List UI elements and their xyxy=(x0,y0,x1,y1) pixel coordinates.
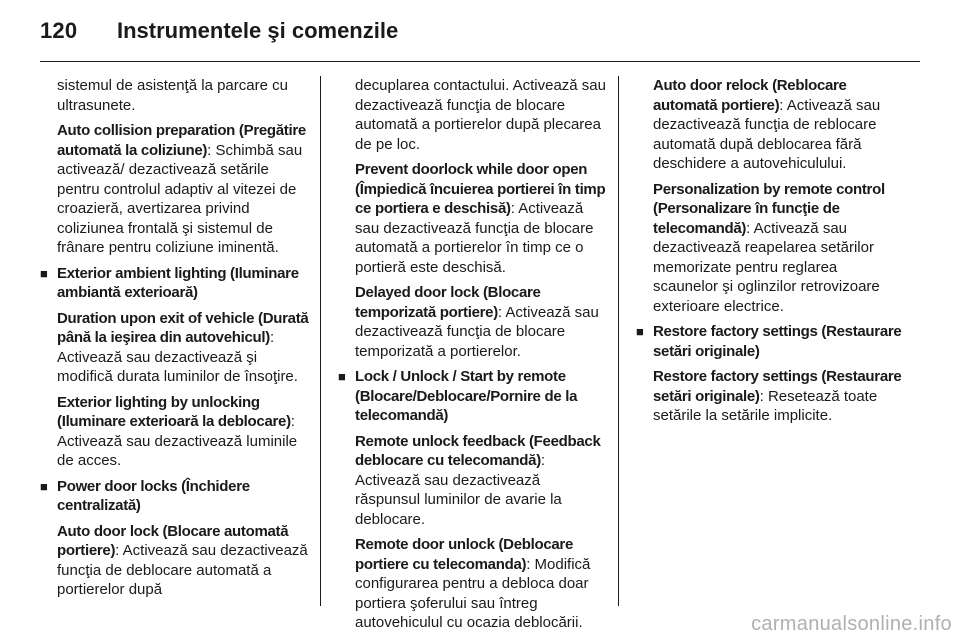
bullet-square-icon: ■ xyxy=(338,369,346,384)
setting-term: Restore factory settings (Restaurare setări originale) xyxy=(653,368,902,405)
setting-description: : Activează sau dezactivează şi modifică durata luminilor de însoţire. xyxy=(57,329,298,385)
paragraph: sistemul de asistenţă la parcare cu ultrasunete. xyxy=(57,77,288,114)
column-divider-1 xyxy=(320,76,321,606)
setting-term: Personalization by remote control (Personalizare în funcţie de telecomandă) xyxy=(653,180,885,237)
bullet-square-icon: ■ xyxy=(636,324,644,339)
setting-entry xyxy=(338,432,608,530)
setting-entry xyxy=(40,393,310,471)
setting-entry xyxy=(636,76,906,174)
setting-entry xyxy=(338,160,608,277)
menu-section xyxy=(40,264,310,303)
setting-entry xyxy=(40,309,310,387)
setting-description: : Activează sau dezactivează funcţia de blocare temporizată a portierelor. xyxy=(355,303,599,360)
setting-term: Prevent doorlock while door open (Împiedică încuierea portierei în timp ce portiera e deschisă) xyxy=(355,161,606,217)
page-title: Instrumentele şi comenzile xyxy=(117,18,399,43)
bullet-square-icon: ■ xyxy=(40,478,48,494)
setting-description: : Resetează toate setările la setările implicite. xyxy=(653,387,878,424)
setting-entry xyxy=(338,535,608,633)
setting-description: : Activează sau dezactivează funcţia de deblocare automată a portierelor după xyxy=(57,542,308,598)
setting-term: Auto door relock (Reblocare automată portiere) xyxy=(653,77,847,114)
setting-term: Remote door unlock (Deblocare portiere cu telecomanda) xyxy=(355,536,574,573)
setting-description: : Activează sau dezactivează reapelarea setărilor memorizate pentru reglarea scaunelor şi oglinzilor retrovizoare exterioare electrice. xyxy=(653,219,880,315)
section-title: Power door locks (Închidere centralizată) xyxy=(57,477,250,514)
setting-description: : Modifică configurarea pentru a debloca doar portiera şoferului sau întreg autovehiculul cu ocazia deblocării. xyxy=(355,555,591,631)
setting-term: Delayed door lock (Blocare temporizată portiere) xyxy=(355,284,541,321)
column-1 xyxy=(40,76,310,606)
menu-section xyxy=(40,477,310,516)
setting-description: : Activează sau dezactivează luminile de acces. xyxy=(57,413,298,469)
page-header xyxy=(0,0,960,62)
setting-description: : Activează sau dezactivează răspunsul luminilor de avarie la deblocare. xyxy=(355,452,562,528)
setting-term: Remote unlock feedback (Feedback deblocare cu telecomandă) xyxy=(355,432,601,469)
paragraph: decuplarea contactului. Activează sau dezactivează funcţia de blocare automată a portierelor după plecarea de pe loc. xyxy=(355,77,606,153)
column-2 xyxy=(338,76,608,639)
column-divider-2 xyxy=(618,76,619,606)
setting-term: Auto door lock (Blocare automată portiere) xyxy=(57,522,289,559)
section-title: Exterior ambient lighting (Iluminare ambiantă exterioară) xyxy=(57,264,299,301)
setting-description: : Activează sau dezactivează funcţia de reblocare automată după deblocarea fără deschidere a autovehiculului. xyxy=(653,96,881,172)
setting-description: : Schimbă sau activează/ dezactivează setările pentru controlul adaptiv al vitezei de croazieră, avertizarea privind coliziunea frontală şi sistemul de frânare pentru coliziune iminentă. xyxy=(57,141,303,256)
section-title: Lock / Unlock / Start by remote (Blocare/Deblocare/Pornire de la telecomandă) xyxy=(355,368,578,424)
setting-term: Auto collision preparation (Pregătire automată la coliziune) xyxy=(57,122,306,159)
setting-entry xyxy=(636,180,906,317)
setting-term: Exterior lighting by unlocking (Iluminare exterioară la deblocare) xyxy=(57,393,291,430)
setting-entry xyxy=(636,367,906,426)
setting-entry xyxy=(338,283,608,361)
setting-entry xyxy=(40,522,310,600)
menu-section xyxy=(338,367,608,426)
menu-section xyxy=(636,322,906,361)
section-title: Restore factory settings (Restaurare setări originale) xyxy=(653,323,902,360)
column-3 xyxy=(636,76,906,432)
watermark: carmanualsonline.info xyxy=(751,613,952,635)
setting-description: : Activează sau dezactivează funcţia de blocare automată a portierelor în timp ce o portieră este deschisă. xyxy=(355,200,594,276)
setting-entry xyxy=(40,121,310,258)
header-divider xyxy=(40,61,920,62)
setting-term: Duration upon exit of vehicle (Durată până la ieşirea din autovehicul) xyxy=(57,309,309,346)
page-number: 120 xyxy=(40,18,78,43)
bullet-square-icon: ■ xyxy=(40,265,48,281)
